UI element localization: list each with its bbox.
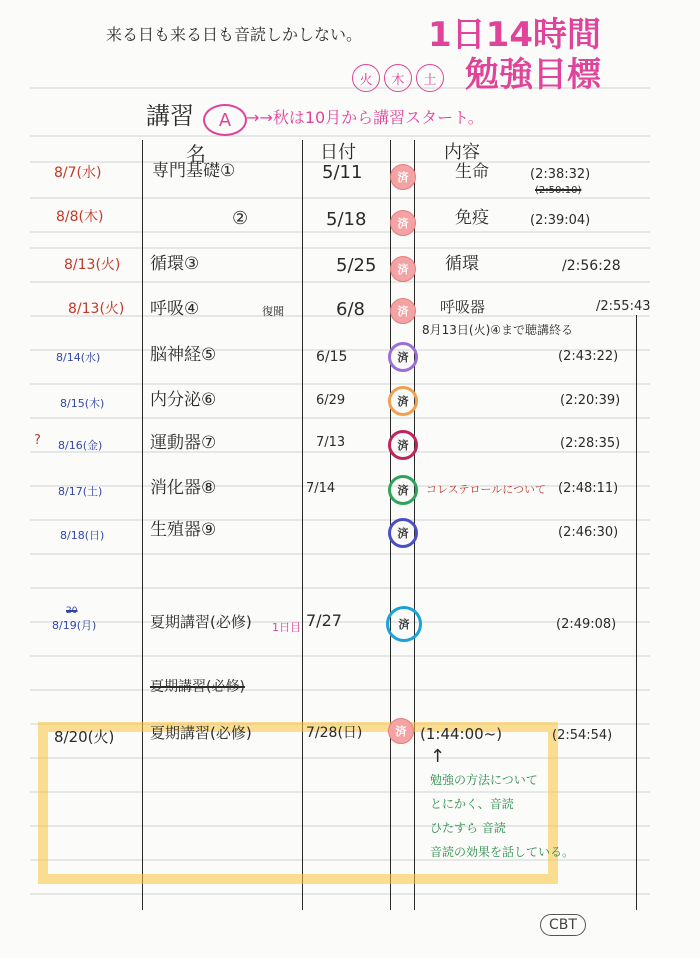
row4-name-note: 復聞 [262, 305, 284, 318]
row1-watched: 8/7(水) [54, 165, 102, 181]
row6-watched: 8/15(木) [60, 397, 105, 410]
row5-watched: 8/14(水) [56, 351, 101, 364]
row4-name: 呼吸④ [150, 299, 200, 319]
row3-name: 循環③ [150, 254, 200, 274]
row9-stamp: 済 [388, 518, 418, 548]
row5-stamp: 済 [388, 342, 418, 372]
goal-title: 勉強目標 [465, 55, 601, 95]
row6-name: 内分泌⑥ [150, 390, 217, 410]
row4-time: /2:55:43 [596, 299, 651, 314]
course-label: 講習 [146, 102, 194, 130]
row6-date: 6/29 [316, 393, 346, 408]
row4-date: 6/8 [336, 299, 365, 320]
course-badge: A [203, 104, 247, 136]
row4-stamp: 済 [390, 298, 416, 324]
row9-time: (2:46:30) [558, 525, 619, 540]
row11-name: 夏期講習(必修) [150, 679, 245, 695]
row9-watched: 8/18(日) [60, 529, 105, 542]
row12-watched: 8/20(火) [54, 728, 115, 746]
footer-tag: CBT [540, 914, 586, 936]
row7-mark: ? [34, 433, 41, 448]
row7-name: 運動器⑦ [150, 433, 217, 453]
row12-date: 7/28(日) [306, 725, 363, 741]
note-arrow: ↑ [430, 746, 446, 767]
note-line-4: 音読の効果を話している。 [430, 845, 575, 859]
course-note: →→秋は10月から講習スタート。 [246, 108, 484, 127]
row4-content: 呼吸器 [440, 298, 486, 316]
row7-stamp: 済 [388, 430, 418, 460]
row10-watched: 8/19(月) [52, 619, 97, 632]
note-line-3: ひたすら 音読 [430, 821, 506, 835]
row9-name: 生殖器⑨ [150, 520, 217, 540]
row2-date: 5/18 [326, 209, 367, 230]
row1-time2: (2:50:10) [535, 185, 582, 196]
col-divider-5 [636, 315, 637, 910]
row10-date: 7/27 [306, 611, 342, 630]
row2-name: ② [232, 208, 249, 229]
row8-time: (2:48:11) [558, 481, 619, 496]
row12-content: (1:44:00~) [420, 725, 503, 743]
row12-time: (2:54:54) [552, 728, 613, 743]
note-line-2: とにかく、音読 [430, 797, 514, 811]
row3-stamp: 済 [390, 256, 416, 282]
header-name: 名 [186, 142, 206, 166]
row5-name: 脳神経⑤ [150, 345, 217, 365]
row10-time: (2:49:08) [556, 617, 617, 632]
row8-date: 7/14 [306, 481, 336, 496]
row8-content: コレステロールについて [426, 483, 547, 496]
row1-content: 生命 [455, 162, 489, 182]
row4-note: 8月13日(火)④まで聴講終る [422, 323, 574, 337]
row6-time: (2:20:39) [560, 393, 621, 408]
row10-stamp: 済 [386, 606, 422, 642]
row10-name-note: 1日目 [272, 621, 301, 634]
row2-stamp: 済 [390, 210, 416, 236]
row7-date: 7/13 [316, 435, 346, 450]
row3-content: 循環 [445, 254, 479, 274]
row4-watched: 8/13(火) [68, 301, 125, 317]
row10-watched-strike: 20 [66, 606, 78, 616]
row5-date: 6/15 [316, 349, 348, 365]
row8-stamp: 済 [388, 475, 418, 505]
row3-watched: 8/13(火) [64, 257, 121, 273]
row1-time: (2:38:32) [530, 167, 591, 182]
row1-name: 専門基礎① [152, 161, 236, 181]
header-date: 日付 [320, 142, 356, 163]
row8-watched: 8/17(土) [58, 485, 103, 498]
row3-date: 5/25 [336, 255, 377, 276]
row2-time: (2:39:04) [530, 213, 591, 228]
row12-stamp: 済 [388, 718, 414, 744]
day-circle-thu: 木 [384, 64, 412, 92]
row1-stamp: 済 [390, 164, 416, 190]
row5-time: (2:43:22) [558, 349, 619, 364]
day-circle-tue: 火 [352, 64, 380, 92]
row10-name: 夏期講習(必修) [150, 613, 252, 631]
note-line-1: 勉強の方法について [430, 773, 538, 787]
goal-hours: 1日14時間 [428, 15, 601, 55]
row2-watched: 8/8(木) [56, 209, 104, 225]
day-circle-sat: 土 [416, 64, 444, 92]
row3-time: /2:56:28 [562, 258, 621, 274]
row1-date: 5/11 [322, 162, 363, 183]
row7-watched: 8/16(金) [58, 439, 103, 452]
row12-name: 夏期講習(必修) [150, 724, 252, 742]
top-note: 来る日も来る日も音読しかしない。 [106, 25, 363, 44]
header-content: 内容 [444, 142, 480, 163]
row7-time: (2:28:35) [560, 436, 621, 451]
row6-stamp: 済 [388, 386, 418, 416]
row2-content: 免疫 [455, 208, 489, 228]
row8-name: 消化器⑧ [150, 478, 217, 498]
